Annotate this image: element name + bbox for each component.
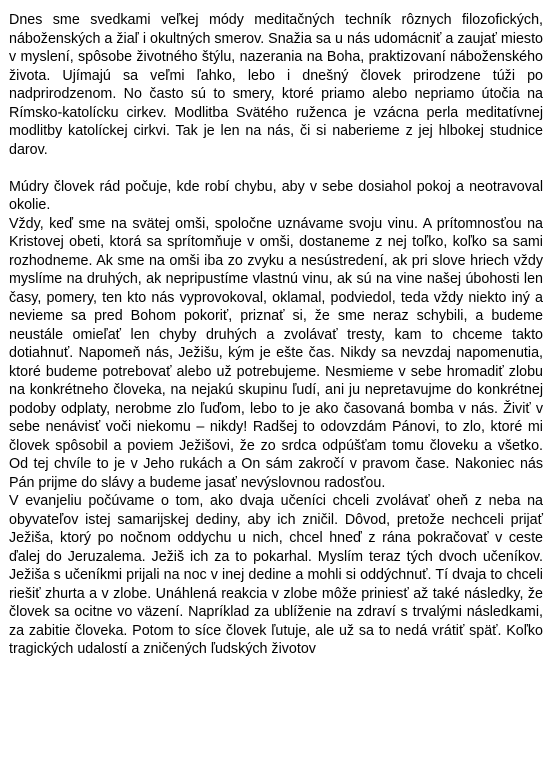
- paragraph-spacer: [9, 159, 543, 178]
- paragraph-meditation: Dnes sme svedkami veľkej módy meditačných techník rôznych filozofických, náboženských a žiaľ i okultných smerov. Snažia sa u nás udomácniť a zaujať miesto v myslení, spôsobe životného štýlu, nazerania na Boha, praktizovaní náboženského života. Ujímajú sa veľmi ľahko, lebo i dnešný človek prirodzene túži po nadprirodzenom. No často sú to smery, ktoré priamo alebo nepriamo útočia na Rímsko-katolícku cirkev. Modlitba Svätého ruženca je vzácna perla meditatívnej modlitby katolíckej cirkvi. Tak je len na nás, či si naberieme z jej hlbokej studnice darov.: [9, 12, 543, 158]
- paragraph-gospel: V evanjeliu počúvame o tom, ako dvaja učeníci chceli zvolávať oheň z neba na obyvateľov istej samarijskej dediny, aby ich zničil. Dôvod, pretože nechceli prijať Ježiša, ktorý po nočnom oddychu u nich, chcel hneď z rána pokračovať v ceste ďalej do Jeruzalema. Ježiš ich za to pokarhal. Myslím teraz tých dvoch učeníkov. Ježiša s učeníkmi prijali na noc v inej dedine a mohli si oddýchnuť. Tí dvaja to chceli riešiť zhurta a v zlobe. Unáhlená reakcia v zlobe môže priniesť až také následky, že človek sa ocitne vo väzení. Napríklad za ublíženie na zdraví s trvalými následkami, za zabitie človeka. Potom to síce človek ľutuje, ale už sa to nedá vrátiť späť. Koľko tragických udalostí a zničených ľudských životov: [9, 493, 543, 657]
- document-page: [9, 11, 543, 659]
- paragraph-holy-mass: Vždy, keď sme na svätej omši, spoločne uznávame svoju vinu. A prítomnosťou na Kristovej obeti, ktorá sa sprítomňuje v omši, dostaneme z nej toľko, koľko sa sami rozhodneme. Ak sme na omši iba zo zvyku a nesústredení, ak pri slove hriech vždy myslíme na druhých, ak nepripustíme vlastnú vinu, ak sú na vine našej úbohosti len časy, pomery, ten kto nás vyprovokoval, oklamal, podviedol, teda vždy niekto iný a nevieme sa pred Bohom pokoriť, priznať si, že sme neraz schybili, a budeme neustále omieľať len chyby druhých a zvolávať tresty, kam to chceme takto dotiahnuť. Napomeň nás, Ježišu, kým je ešte čas. Nikdy sa nevzdaj napomenutia, ktoré budeme potrebovať alebo už potrebujeme. Nesmieme v sebe hromadiť zlobu na konkrétneho človeka, na nejakú skupinu ľudí, ani ju nepretavujme do konkrétnej podoby odplaty, nerobme zlo ľuďom, lebo to je ako časovaná bomba v nás. Živiť v sebe nenávisť voči niekomu – nikdy! Radšej to odovzdám Pánovi, to zlo, ktoré mi človek spôsobil a poviem Ježišovi, že zo srdca odpúšťam tomu človeku a všetko. Od tej chvíle to je v Jeho rukách a On sám zakročí v pravom čase. Nakoniec nás Pán prijme do slávy a budeme jasať nevýslovnou radosťou.: [9, 215, 543, 491]
- paragraph-wise-man: Múdry človek rád počuje, kde robí chybu, aby v sebe dosiahol pokoj a neotravoval okolie.: [9, 178, 543, 213]
